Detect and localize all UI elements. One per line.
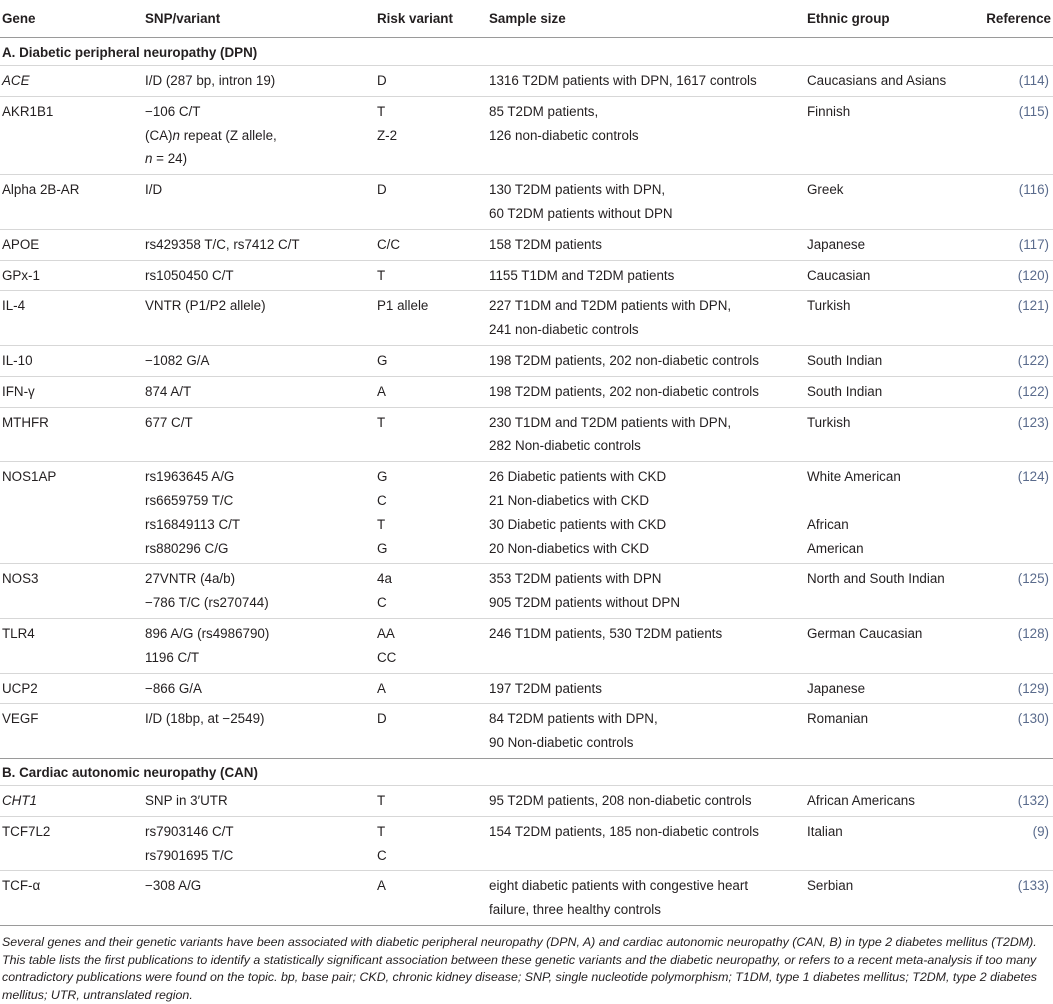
snp-cell-line: I/D (18bp, at −2549) [145, 711, 265, 727]
gene-cell [0, 178, 145, 226]
reference-cell [972, 411, 1053, 459]
gene-name: NOS3 [2, 571, 39, 587]
gene-cell [0, 874, 145, 922]
ethnic-group-cell [807, 874, 972, 922]
table-row [0, 229, 1053, 260]
gene-cell [0, 789, 145, 813]
risk-variant-cell [377, 874, 489, 922]
snp-cell-line: −1082 G/A [145, 352, 210, 368]
snp-cell-line: rs16849113 C/T [145, 516, 241, 532]
risk-variant-cell-line: T [377, 103, 386, 119]
sample-size-cell [489, 820, 807, 868]
sample-size-cell [489, 707, 807, 755]
gene-cell [0, 465, 145, 560]
section-heading: A. Diabetic peripheral neuropathy (DPN) [2, 45, 258, 60]
ethnic-group-cell [807, 100, 972, 171]
reference-cell [972, 294, 1053, 342]
snp-cell [145, 264, 377, 288]
sample-size-cell-line: 246 T1DM patients, 530 T2DM patients [489, 625, 723, 641]
reference-cell [972, 100, 1053, 171]
reference-cell [972, 707, 1053, 755]
snp-cell-line: 1196 C/T [145, 649, 200, 665]
snp-cell-line: (CA)n repeat (Z allele, [145, 127, 277, 143]
snp-cell-line: −866 G/A [145, 680, 202, 696]
sample-size-cell-line: 230 T1DM and T2DM patients with DPN, [489, 414, 732, 430]
reference-cell [972, 789, 1053, 813]
snp-cell [145, 380, 377, 404]
snp-cell-line: rs429358 T/C, rs7412 C/T [145, 236, 300, 252]
sample-size-cell [489, 264, 807, 288]
gene-name: NOS1AP [2, 469, 57, 485]
gene-cell [0, 349, 145, 373]
risk-variant-cell-line: 4a [377, 571, 392, 587]
ethnic-group-cell-line: German Caucasian [807, 625, 923, 641]
gene-name: TCF7L2 [2, 823, 51, 839]
ethnic-group-cell-line: South Indian [807, 352, 883, 368]
reference-cell [972, 349, 1053, 373]
gene-name: UCP2 [2, 680, 38, 696]
risk-variant-cell-line: D [377, 182, 387, 198]
ethnic-group-cell-line: African [807, 516, 849, 532]
sample-size-cell-line: 198 T2DM patients, 202 non-diabetic controls [489, 383, 759, 399]
gene-name: IL-4 [2, 298, 26, 314]
reference-cell [972, 567, 1053, 615]
reference-cell-line: (130) [1017, 711, 1049, 727]
ethnic-group-cell [807, 677, 972, 701]
snp-cell-line: rs7901695 T/C [145, 847, 234, 863]
snp-cell-line: 27VNTR (4a/b) [145, 571, 236, 587]
snp-cell-line: rs1963645 A/G [145, 469, 235, 485]
ethnic-group-cell [807, 294, 972, 342]
gene-cell [0, 820, 145, 868]
ethnic-group-cell [807, 233, 972, 257]
gene-name: APOE [2, 236, 40, 252]
sample-size-cell [489, 411, 807, 459]
ethnic-group-cell-line: Greek [807, 182, 844, 198]
header-snp-variant: SNP/variant [145, 10, 221, 26]
risk-variant-cell [377, 233, 489, 257]
risk-variant-cell-line: T [377, 516, 386, 532]
gene-name: CHT1 [2, 792, 37, 808]
table-row [0, 260, 1053, 291]
ethnic-group-cell [807, 264, 972, 288]
reference-cell [972, 178, 1053, 226]
sample-size-cell [489, 69, 807, 93]
ethnic-group-cell-line: Italian [807, 823, 843, 839]
snp-cell-line: −308 A/G [145, 878, 202, 894]
gene-cell [0, 69, 145, 93]
risk-variant-cell [377, 294, 489, 342]
snp-cell [145, 178, 377, 226]
table-row [0, 345, 1053, 376]
snp-cell [145, 677, 377, 701]
risk-variant-cell [377, 380, 489, 404]
table-row [0, 174, 1053, 229]
sample-size-cell-line: 154 T2DM patients, 185 non-diabetic controls [489, 823, 759, 839]
sample-size-cell [489, 622, 807, 670]
risk-variant-cell-line: Z-2 [377, 127, 398, 143]
table-row [0, 563, 1053, 618]
sample-size-cell-line: 95 T2DM patients, 208 non-diabetic controls [489, 792, 752, 808]
risk-variant-cell [377, 820, 489, 868]
snp-cell-line: I/D [145, 182, 163, 198]
ethnic-group-cell [807, 465, 972, 560]
table-body [0, 38, 1053, 925]
table-row [0, 703, 1053, 758]
reference-cell [972, 874, 1053, 922]
sample-size-cell [489, 100, 807, 171]
risk-variant-cell [377, 100, 489, 171]
sample-size-cell [489, 874, 807, 922]
risk-variant-cell-line: CC [377, 649, 397, 665]
gene-name: MTHFR [2, 414, 49, 430]
reference-cell [972, 264, 1053, 288]
gene-name: Alpha 2B-AR [2, 182, 80, 198]
sample-size-cell-line: 905 T2DM patients without DPN [489, 595, 681, 611]
sample-size-cell-line: 227 T1DM and T2DM patients with DPN, [489, 298, 732, 314]
risk-variant-cell-line: A [377, 680, 386, 696]
sample-size-cell-line: 158 T2DM patients [489, 236, 602, 252]
sample-size-cell [489, 567, 807, 615]
sample-size-cell-line: 90 Non-diabetic controls [489, 735, 634, 751]
sample-size-cell-line: 198 T2DM patients, 202 non-diabetic controls [489, 352, 759, 368]
ethnic-group-cell [807, 622, 972, 670]
reference-cell-line: (9) [1032, 823, 1049, 839]
table-header-row [0, 0, 1053, 38]
ethnic-group-cell-line: Turkish [807, 298, 851, 314]
gene-cell [0, 100, 145, 171]
table-row [0, 407, 1053, 462]
reference-cell [972, 465, 1053, 560]
ethnic-group-cell [807, 567, 972, 615]
risk-variant-cell-line: P1 allele [377, 298, 429, 314]
ethnic-group-cell-line: Japanese [807, 236, 866, 252]
ethnic-group-cell-line: Romanian [807, 711, 869, 727]
snp-cell-line: VNTR (P1/P2 allele) [145, 298, 266, 314]
sample-size-cell-line: failure, three healthy controls [489, 902, 661, 918]
sample-size-cell-line: 197 T2DM patients [489, 680, 602, 696]
ethnic-group-cell [807, 789, 972, 813]
snp-cell [145, 622, 377, 670]
sample-size-cell-line: 30 Diabetic patients with CKD [489, 516, 667, 532]
ethnic-group-cell [807, 178, 972, 226]
risk-variant-cell-line: C/C [377, 236, 401, 252]
table-row [0, 290, 1053, 345]
reference-cell-line: (122) [1017, 352, 1049, 368]
risk-variant-cell [377, 677, 489, 701]
reference-cell-line: (129) [1017, 680, 1049, 696]
sample-size-cell [489, 677, 807, 701]
sample-size-cell-line: 60 T2DM patients without DPN [489, 205, 673, 221]
sample-size-cell [489, 789, 807, 813]
gene-name: AKR1B1 [2, 103, 54, 119]
risk-variant-cell-line: G [377, 352, 388, 368]
sample-size-cell-line: 353 T2DM patients with DPN [489, 571, 662, 587]
reference-cell [972, 677, 1053, 701]
risk-variant-cell-line: A [377, 383, 386, 399]
sample-size-cell-line: 26 Diabetic patients with CKD [489, 469, 667, 485]
snp-cell-line: SNP in 3′UTR [145, 792, 228, 808]
ethnic-group-cell-line: Caucasians and Asians [807, 73, 947, 88]
table-row [0, 65, 1053, 96]
reference-cell-line: (120) [1017, 267, 1049, 283]
gene-cell [0, 380, 145, 404]
snp-cell [145, 294, 377, 342]
table-row [0, 816, 1053, 871]
risk-variant-cell-line: G [377, 540, 388, 556]
sample-size-cell-line: eight diabetic patients with congestive heart [489, 878, 749, 894]
sample-size-cell-line: 1155 T1DM and T2DM patients [489, 267, 675, 283]
gene-cell [0, 567, 145, 615]
table-row [0, 870, 1053, 925]
ethnic-group-cell-line: Finnish [807, 103, 851, 119]
gene-cell [0, 264, 145, 288]
snp-cell [145, 465, 377, 560]
risk-variant-cell-line: C [377, 492, 387, 508]
gene-name: TLR4 [2, 625, 35, 641]
risk-variant-cell-line: D [377, 73, 387, 88]
snp-cell [145, 567, 377, 615]
sample-size-cell-line: 20 Non-diabetics with CKD [489, 540, 650, 556]
ethnic-group-cell-line: North and South Indian [807, 571, 945, 587]
snp-cell-line: 896 A/G (rs4986790) [145, 625, 270, 641]
ethnic-group-cell-line: White American [807, 469, 901, 485]
sample-size-cell-line: 85 T2DM patients, [489, 103, 599, 119]
risk-variant-cell [377, 69, 489, 93]
reference-cell-line: (125) [1017, 571, 1049, 587]
sample-size-cell-line: 130 T2DM patients with DPN, [489, 182, 666, 198]
sample-size-cell [489, 349, 807, 373]
risk-variant-cell [377, 707, 489, 755]
header-sample-size: Sample size [489, 10, 566, 26]
sample-size-cell-line: 241 non-diabetic controls [489, 322, 639, 338]
reference-cell [972, 380, 1053, 404]
reference-cell-line: (123) [1017, 414, 1049, 430]
reference-cell-line: (122) [1017, 383, 1049, 399]
snp-cell-line: 677 C/T [145, 414, 193, 430]
risk-variant-cell-line: T [377, 414, 386, 430]
sample-size-cell [489, 465, 807, 560]
gene-name: VEGF [2, 711, 39, 727]
table-row [0, 618, 1053, 673]
reference-cell-line: (115) [1018, 103, 1049, 119]
snp-cell-line: rs1050450 C/T [145, 267, 234, 283]
ethnic-group-cell-line: Japanese [807, 680, 866, 696]
snp-cell-line: −786 T/C (rs270744) [145, 595, 269, 611]
sample-size-cell-line: 282 Non-diabetic controls [489, 438, 641, 454]
snp-cell-line: I/D (287 bp, intron 19) [145, 73, 276, 88]
gene-cell [0, 677, 145, 701]
sample-size-cell [489, 178, 807, 226]
risk-variant-cell [377, 465, 489, 560]
ethnic-group-cell-line: African Americans [807, 792, 915, 808]
header-gene: Gene [2, 10, 36, 26]
risk-variant-cell [377, 622, 489, 670]
sample-size-cell [489, 294, 807, 342]
sample-size-cell-line: 1316 T2DM patients with DPN, 1617 controls [489, 73, 757, 88]
reference-cell-line: (121) [1017, 298, 1049, 314]
gene-cell [0, 294, 145, 342]
risk-variant-cell-line: AA [377, 625, 395, 641]
risk-variant-cell [377, 349, 489, 373]
section-heading: B. Cardiac autonomic neuropathy (CAN) [0, 758, 1053, 785]
table-footnote: Several genes and their genetic variants have been associated with diabetic peripheral neuropathy (DPN, A) and cardiac autonomic neuropathy (CAN, B) in type 2 diabetes mellitus (T2DM). This table lists the first publications to identify a statistically significant association between these genetic variants and the diabetic neuropathy, or refers to a recent meta-analysis if too many contradictory publications were found on the topic. bp, base pair; CKD, chronic kidney disease; SNP, single nucleotide polymorphism; T1DM, type 1 diabetes mellitus; T2DM, type 2 diabetes mellitus; UTR, untranslated region. [2, 934, 1037, 1002]
reference-cell-line: (116) [1018, 182, 1049, 198]
snp-cell [145, 707, 377, 755]
snp-cell-line: 874 A/T [145, 383, 192, 399]
snp-cell [145, 69, 377, 93]
ethnic-group-cell [807, 411, 972, 459]
sample-size-cell-line: 84 T2DM patients with DPN, [489, 711, 658, 727]
ethnic-group-cell-line: Caucasian [807, 267, 871, 283]
gene-name: IFN-γ [2, 383, 35, 399]
gene-name: TCF-α [2, 878, 41, 894]
ethnic-group-cell [807, 349, 972, 373]
risk-variant-cell-line: C [377, 847, 387, 863]
risk-variant-cell-line: T [377, 823, 386, 839]
risk-variant-cell [377, 789, 489, 813]
reference-cell [972, 820, 1053, 868]
snp-cell [145, 349, 377, 373]
ethnic-group-cell [807, 69, 972, 93]
ethnic-group-cell-line: Serbian [807, 878, 854, 894]
snp-cell-line: rs7903146 C/T [145, 823, 234, 839]
ethnic-group-cell-line: South Indian [807, 383, 883, 399]
snp-cell [145, 100, 377, 171]
snp-cell [145, 411, 377, 459]
gene-cell [0, 233, 145, 257]
risk-variant-cell [377, 411, 489, 459]
reference-cell-line: (132) [1017, 792, 1049, 808]
table-row [0, 673, 1053, 704]
reference-cell-line: (117) [1018, 236, 1049, 252]
sample-size-cell-line: 126 non-diabetic controls [489, 127, 639, 143]
ethnic-group-cell [807, 820, 972, 868]
sample-size-cell [489, 233, 807, 257]
ethnic-group-cell-line [807, 489, 972, 513]
snp-cell [145, 233, 377, 257]
gene-name: GPx-1 [2, 267, 40, 283]
table-row [0, 461, 1053, 563]
snp-cell [145, 874, 377, 922]
risk-variant-cell [377, 178, 489, 226]
risk-variant-cell-line: G [377, 469, 388, 485]
snp-cell-line: −106 C/T [145, 103, 201, 119]
risk-variant-cell-line: C [377, 595, 387, 611]
snp-cell [145, 820, 377, 868]
gene-cell [0, 707, 145, 755]
header-risk-variant: Risk variant [377, 10, 453, 26]
ethnic-group-cell-line: Turkish [807, 414, 851, 430]
table-row [0, 376, 1053, 407]
gene-name: ACE [2, 73, 30, 88]
snp-cell-line: n = 24) [145, 151, 188, 167]
table-row [0, 96, 1053, 174]
risk-variant-cell-line: A [377, 878, 386, 894]
sample-size-cell-line: 21 Non-diabetics with CKD [489, 492, 650, 508]
reference-cell-line: (133) [1017, 878, 1049, 894]
ethnic-group-cell [807, 707, 972, 755]
snp-cell [145, 789, 377, 813]
header-reference: Reference [986, 10, 1051, 26]
reference-cell [972, 233, 1053, 257]
ethnic-group-cell [807, 380, 972, 404]
gene-cell [0, 622, 145, 670]
table-row [0, 785, 1053, 816]
reference-cell [972, 622, 1053, 670]
risk-variant-cell [377, 264, 489, 288]
snp-cell-line: rs6659759 T/C [145, 492, 234, 508]
sample-size-cell [489, 380, 807, 404]
reference-cell-line: (114) [1018, 73, 1049, 88]
gene-name: IL-10 [2, 352, 33, 368]
reference-cell-line: (128) [1017, 625, 1049, 641]
risk-variant-cell-line: D [377, 711, 387, 727]
snp-cell-line: rs880296 C/G [145, 540, 229, 556]
reference-cell [972, 69, 1053, 93]
gene-cell [0, 411, 145, 459]
risk-variant-cell [377, 567, 489, 615]
ethnic-group-cell-line: American [807, 540, 864, 556]
risk-variant-cell-line: T [377, 792, 386, 808]
reference-cell-line: (124) [1017, 469, 1049, 485]
header-ethnic-group: Ethnic group [807, 10, 890, 26]
risk-variant-cell-line: T [377, 267, 386, 283]
